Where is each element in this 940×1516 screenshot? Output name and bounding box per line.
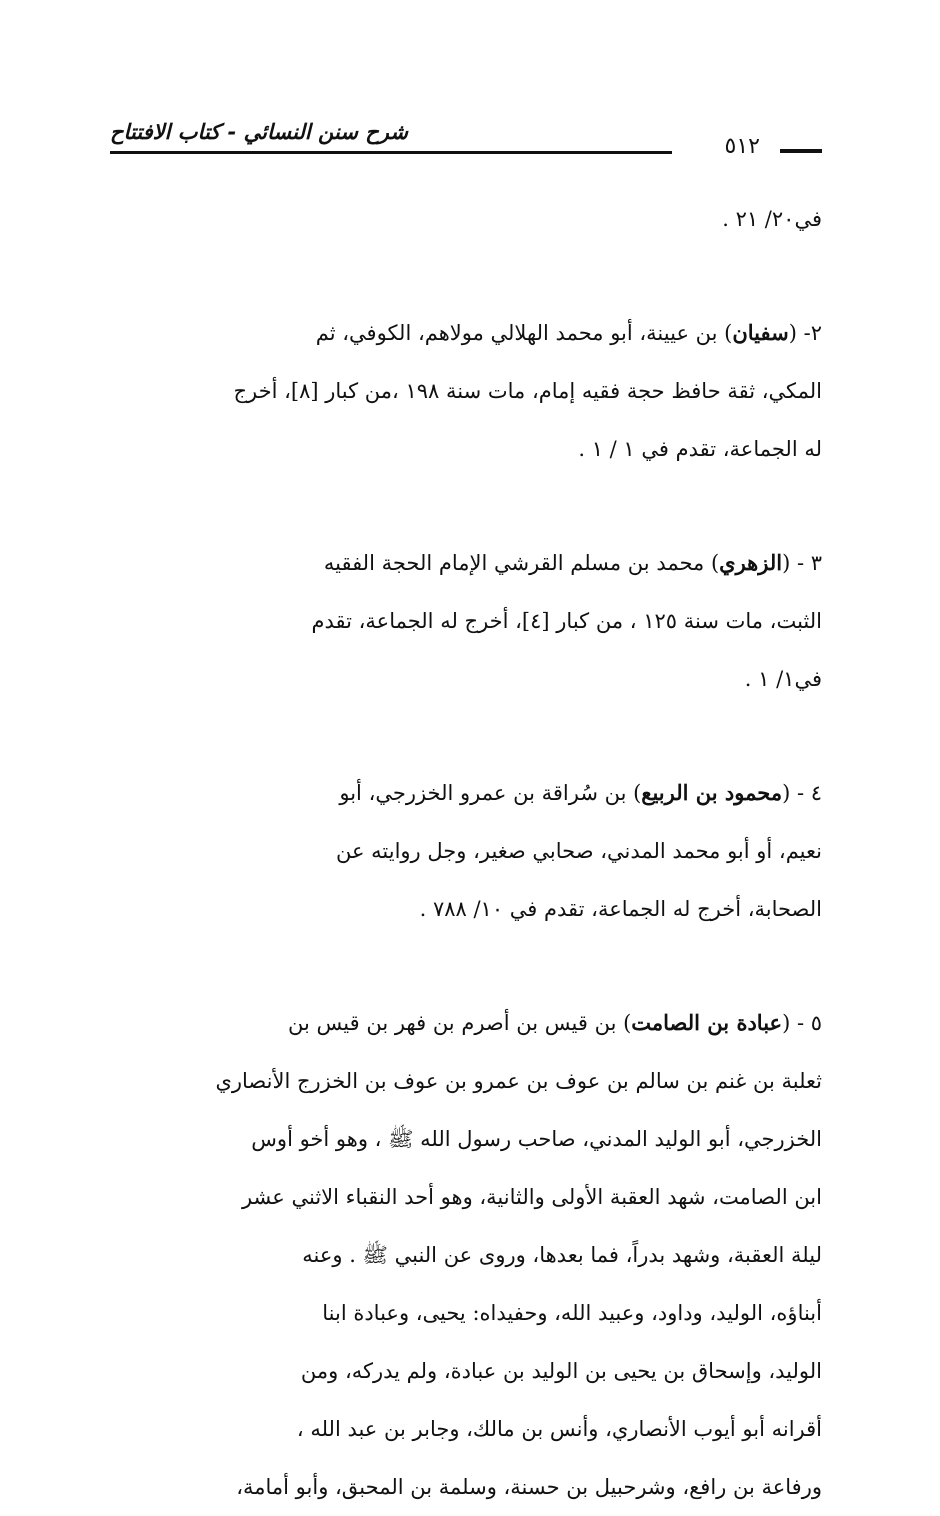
entry-number: ٤ - ( (782, 781, 822, 805)
narrator-name: عبادة بن الصامت (631, 1010, 783, 1035)
page-header (110, 112, 822, 162)
paragraph-gap (110, 708, 822, 764)
paragraph-gap (110, 478, 822, 534)
text-line: في١/ ١ . (744, 667, 822, 691)
text-line (110, 764, 822, 822)
text-line: أبناؤه، الوليد، وداود، وعبيد الله، وحفيداه: يحيى، وعبادة ابنا (322, 1301, 822, 1325)
narrator-name: محمود بن الربيع (641, 780, 783, 805)
text-line: ثعلبة بن غنم بن سالم بن عوف بن عمرو بن عوف بن الخزرج الأنصاري (215, 1069, 822, 1093)
text-line (110, 304, 822, 362)
page-number: ٥١٢ (724, 134, 760, 159)
entry-text: ) بن سُراقة بن عمرو الخزرجي، أبو (339, 781, 642, 805)
text-line: أقرانه أبو أيوب الأنصاري، وأنس بن مالك، وجابر بن عبد الله ، (296, 1417, 822, 1441)
header-rule (110, 151, 672, 154)
text-line: الخزرجي، أبو الوليد المدني، صاحب رسول الله ﷺ ، وهو أخو أوس (251, 1127, 822, 1151)
running-title: شرح سنن النسائي - كتاب الافتتاح (110, 120, 408, 144)
text-line (110, 994, 822, 1052)
entry-number: ٢- ( (788, 321, 822, 345)
entry-text: ) بن قيس بن أصرم بن فهر بن قيس بن (288, 1011, 632, 1035)
entry-number: ٥ - ( (782, 1011, 822, 1035)
body-text (110, 190, 822, 1516)
text-line: له الجماعة، تقدم في ١ / ١ . (578, 437, 822, 461)
entry-number: ٣ - ( (782, 551, 822, 575)
narrator-name: سفيان (732, 320, 789, 345)
text-line: الصحابة، أخرج له الجماعة، تقدم في ١٠/ ٧٨٨ . (419, 897, 822, 921)
page-number-dash (780, 149, 822, 153)
paragraph-gap (110, 938, 822, 994)
text-line: نعيم، أو أبو محمد المدني، صحابي صغير، وجل روايته عن (335, 839, 822, 863)
text-line: ليلة العقبة، وشهد بدراً، فما بعدها، وروى عن النبي ﷺ . وعنه (302, 1243, 822, 1267)
text-line: الثبت، مات سنة ١٢٥ ، من كبار [٤]، أخرج له الجماعة، تقدم (311, 609, 822, 633)
entry-text: ) بن عيينة، أبو محمد الهلالي مولاهم، الكوفي، ثم (315, 321, 733, 345)
text-line: ابن الصامت، شهد العقبة الأولى والثانية، وهو أحد النقباء الاثني عشر (241, 1185, 822, 1209)
entry-text: ) محمد بن مسلم القرشي الإمام الحجة الفقيه (323, 551, 720, 575)
paragraph-gap (110, 248, 822, 304)
text-line: الوليد، وإسحاق بن يحيى بن الوليد بن عبادة، ولم يدركه، ومن (300, 1359, 822, 1383)
text-line: في٢٠/ ٢١ . (722, 207, 822, 231)
text-line (110, 534, 822, 592)
text-line: ورفاعة بن رافع، وشرحبيل بن حسنة، وسلمة بن المحبق، وأبو أمامة، (236, 1475, 822, 1499)
text-line: المكي، ثقة حافظ حجة فقيه إمام، مات سنة ١٩٨ ،من كبار [٨]، أخرج (233, 379, 822, 403)
narrator-name: الزهري (719, 550, 783, 575)
